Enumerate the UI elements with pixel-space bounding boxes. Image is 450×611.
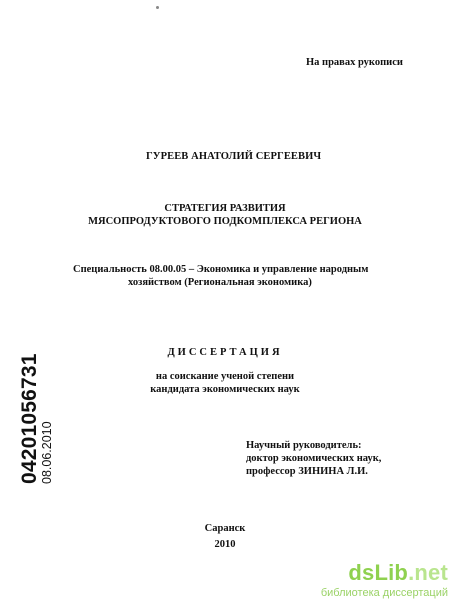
degree-line-2: кандидата экономических наук	[150, 384, 300, 395]
supervisor-name: профессор ЗИНИНА Л.И.	[246, 466, 368, 477]
registration-number: 04201056731	[18, 353, 41, 484]
author-name: ГУРЕЕВ АНАТОЛИЙ СЕРГЕЕВИЧ	[146, 151, 322, 162]
supervisor-label: Научный руководитель:	[246, 440, 362, 451]
registration-date: 08.06.2010	[40, 421, 54, 484]
document-type: ДИССЕРТАЦИЯ	[167, 347, 283, 358]
title-line-1: СТРАТЕГИЯ РАЗВИТИЯ	[164, 203, 286, 214]
specialty-line-2: хозяйством (Региональная экономика)	[128, 277, 312, 288]
scan-speck	[156, 6, 159, 9]
specialty-line-1: Специальность 08.00.05 – Экономика и управление народным	[73, 264, 369, 275]
dslib-logo-main: dsLib	[348, 560, 409, 585]
degree-line-1: на соискание ученой степени	[155, 371, 295, 382]
city: Саранск	[204, 523, 246, 534]
dslib-subtitle: библиотека диссертаций	[320, 587, 448, 599]
year: 2010	[214, 539, 236, 550]
supervisor-degree: доктор экономических наук,	[246, 453, 382, 464]
dslib-logo-suffix: .net	[408, 560, 448, 585]
dslib-watermark	[318, 560, 448, 606]
rights-note: На правах рукописи	[306, 57, 403, 68]
title-line-2: МЯСОПРОДУКТОВОГО ПОДКОМПЛЕКСА РЕГИОНА	[88, 216, 362, 227]
dslib-logo	[318, 560, 448, 586]
